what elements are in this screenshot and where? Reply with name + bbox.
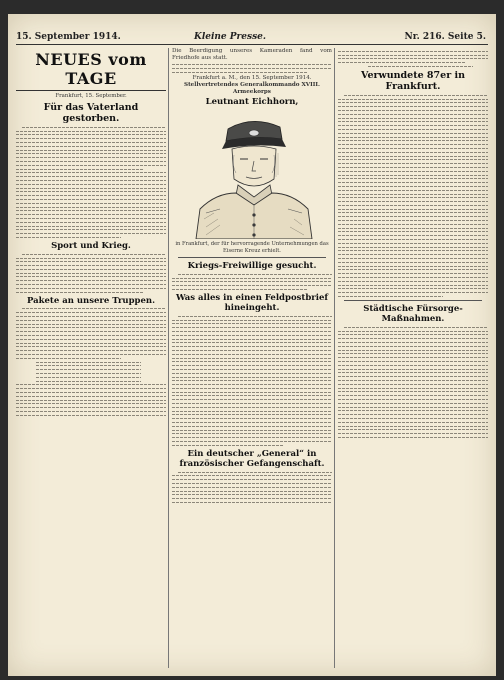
dateline: Frankfurt, 15. September. [55, 93, 127, 99]
column-divider [168, 48, 169, 668]
header-rule [16, 44, 488, 45]
headline-fieldpost: Was alles in einen Feldpostbrief hineingeht. [175, 292, 329, 313]
page-number: Nr. 216. Seite 5. [404, 32, 486, 42]
article-text [172, 316, 332, 446]
masthead-rule [16, 90, 166, 91]
headline-general: Ein deutscher „General“ in französischer Gefangenschaft. [179, 448, 325, 469]
headline-fallen: Für das Vaterland gestorben. [43, 102, 139, 124]
headline-parcels: Pakete an unsere Truppen. [26, 295, 156, 306]
headline-sport: Sport und Krieg. [51, 240, 131, 251]
headline-volunteers: Kriegs-Freiwillige gesucht. [187, 260, 317, 271]
wounded-list [338, 95, 488, 297]
notice-date: Frankfurt a. M., den 15. September 1914. [192, 75, 312, 82]
masthead: NEUES vom TAGE [35, 50, 147, 88]
article-text [16, 308, 166, 415]
notice-text: Die Beerdigung unseres Kameraden fand vom Friedhofe aus statt. [172, 48, 332, 61]
column-3 [338, 48, 488, 668]
headline-welfare: Städtische Fürsorge-Maßnahmen. [363, 304, 463, 325]
issue-date: 15. September 1914. [16, 32, 121, 42]
headline-wounded: Verwundete 87er in Frankfurt. [360, 69, 466, 92]
article-text [16, 127, 166, 238]
article-text [172, 274, 332, 290]
notice-unit: Stellvertretendes Generalkommando XVIII. Armeekorps [184, 81, 320, 95]
newspaper-page [8, 14, 496, 676]
portrait-illustration [176, 109, 328, 239]
article-text [338, 327, 488, 438]
article-text [172, 472, 332, 503]
paper-name: Kleine Presse. [194, 32, 267, 42]
column-2 [172, 48, 332, 668]
column-1 [16, 48, 166, 668]
article-text [338, 51, 488, 67]
portrait-title: Leutnant Eichhorn, [205, 97, 299, 108]
column-divider [334, 48, 335, 668]
article-text [16, 254, 166, 293]
portrait-caption: in Frankfurt, der für hervorragende Unternehmungen das Eiserne Kreuz erhielt. [175, 241, 329, 254]
